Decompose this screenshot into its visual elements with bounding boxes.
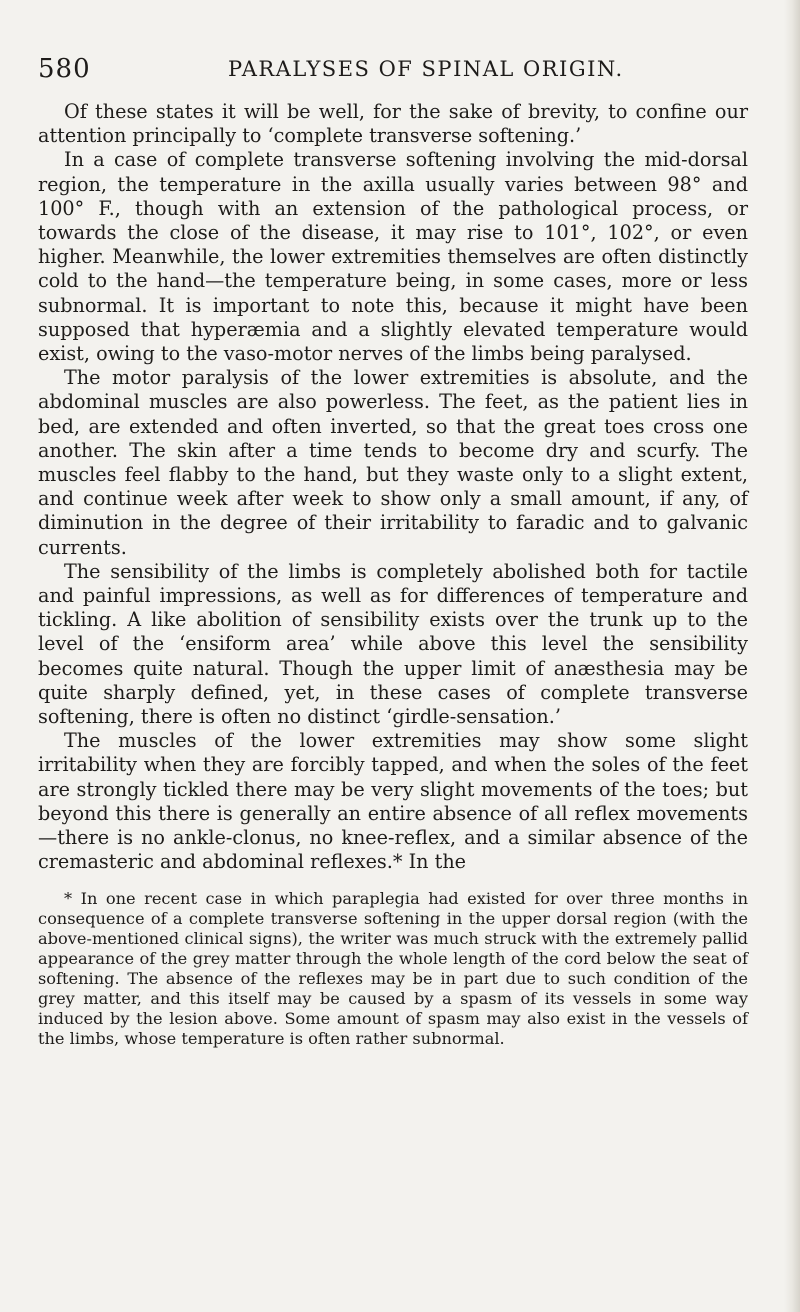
running-title: PARALYSES OF SPINAL ORIGIN. <box>228 57 624 81</box>
page-header <box>38 54 744 94</box>
paragraph-intro: Of these states it will be well, for the sake of brevity, to confine our attention principally to ‘complete transverse softening.’ <box>38 100 748 148</box>
page-edge-shadow <box>784 0 800 1312</box>
paragraph-sensibility: The sensibility of the limbs is completely abolished both for tactile and painful impressions, as well as for differences of temperature and tickling. A like abolition of sensibility exists over the trunk up to the level of the ‘ensiform area’ while above this level the sensibility becomes quite natural. Though the upper limit of anæsthesia may be quite sharply defined, yet, in these cases of complete transverse softening, there is often no distinct ‘girdle-sensation.’ <box>38 559 748 729</box>
paragraph-reflexes: The muscles of the lower extremities may show some slight irritability when they are forcibly tapped, and when the soles of the feet are strongly tickled there may be very slight movements of the toes; but beyond this there is generally an entire absence of all reflex movements—there is no ankle-clonus, no knee-reflex, and a similar absence of the cremasteric and abdominal reflexes.* In the <box>38 729 748 874</box>
page-number: 580 <box>38 54 91 84</box>
paragraph-temperature: In a case of complete transverse softening involving the mid-dorsal region, the temperature in the axilla usually varies between 98° and 100° F., though with an extension of the pathological process, or towards the close of the disease, it may rise to 101°, 102°, or even higher. Meanwhile, the lower extremities themselves are often distinctly cold to the hand—the temperature being, in some cases, more or less subnormal. It is important to note this, because it might have been supposed that hyperæmia and a slightly elevated temperature would exist, owing to the vaso-motor nerves of the limbs being paralysed. <box>38 148 748 366</box>
paragraph-motor-paralysis: The motor paralysis of the lower extremities is absolute, and the abdominal muscles are also powerless. The feet, as the patient lies in bed, are extended and often inverted, so that the great toes cross one another. The skin after a time tends to become dry and scurfy. The muscles feel flabby to the hand, but they waste only to a slight extent, and continue week after week to show only a small amount, if any, of diminution in the degree of their irritability to faradic and to galvanic currents. <box>38 366 748 559</box>
page-body <box>38 100 748 1049</box>
footnote: * In one recent case in which paraplegia had existed for over three months in consequence of a complete transverse softening in the upper dorsal region (with the above-mentioned clinical signs), the writer was much struck with the extremely pallid appearance of the grey matter through the whole length of the cord below the seat of softening. The absence of the reflexes may be in part due to such condition of the grey matter, and this itself may be caused by a spasm of its vessels in some way induced by the lesion above. Some amount of spasm may also exist in the vessels of the limbs, whose temperature is often rather subnormal. <box>38 888 748 1048</box>
